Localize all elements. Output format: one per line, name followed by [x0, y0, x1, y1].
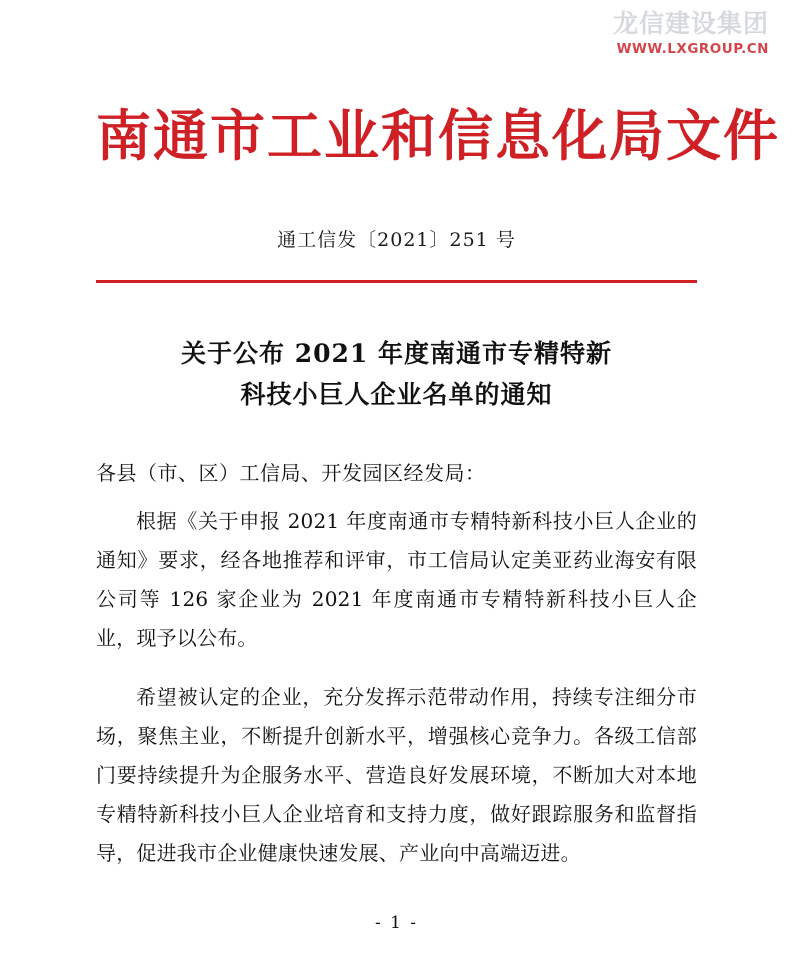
document-recipients: 各县（市、区）工信局、开发园区经发局：: [96, 461, 486, 486]
document-paragraph-2: 希望被认定的企业，充分发挥示范带动作用，持续专注细分市场，聚焦主业，不断提升创新水平，增强核心竞争力。各级工信部门要持续提升为企服务水平、营造良好发展环境，不断加大对本地专精特新科技小巨人企业培育和支持力度，做好跟踪服务和监督指导，促进我市企业健康快速发展、产业向中高端迈进。: [96, 685, 697, 866]
watermark-company-name: 龙信建设集团: [612, 9, 769, 38]
document-title: [96, 333, 697, 416]
page-number: - 1 -: [374, 913, 419, 933]
document-masthead: 南通市工业和信息化局文件: [96, 103, 781, 168]
document-title-line-2: 科技小巨人企业名单的通知: [240, 380, 553, 410]
watermark-url: WWW.LXGROUP.CN: [616, 40, 769, 57]
document-number: 通工信发〔2021〕251 号: [277, 228, 516, 251]
document-paragraph-1: 根据《关于申报 2021 年度南通市专精特新科技小巨人企业的通知》要求，经各地推荐和评审，市工信局认定美亚药业海安有限公司等 126 家企业为 2021 年度南通市专精特新科技小巨人企业，现予以公布。: [96, 509, 697, 651]
document-title-line-1: 关于公布 2021 年度南通市专精特新: [181, 338, 612, 368]
red-separator-rule: [96, 280, 697, 283]
